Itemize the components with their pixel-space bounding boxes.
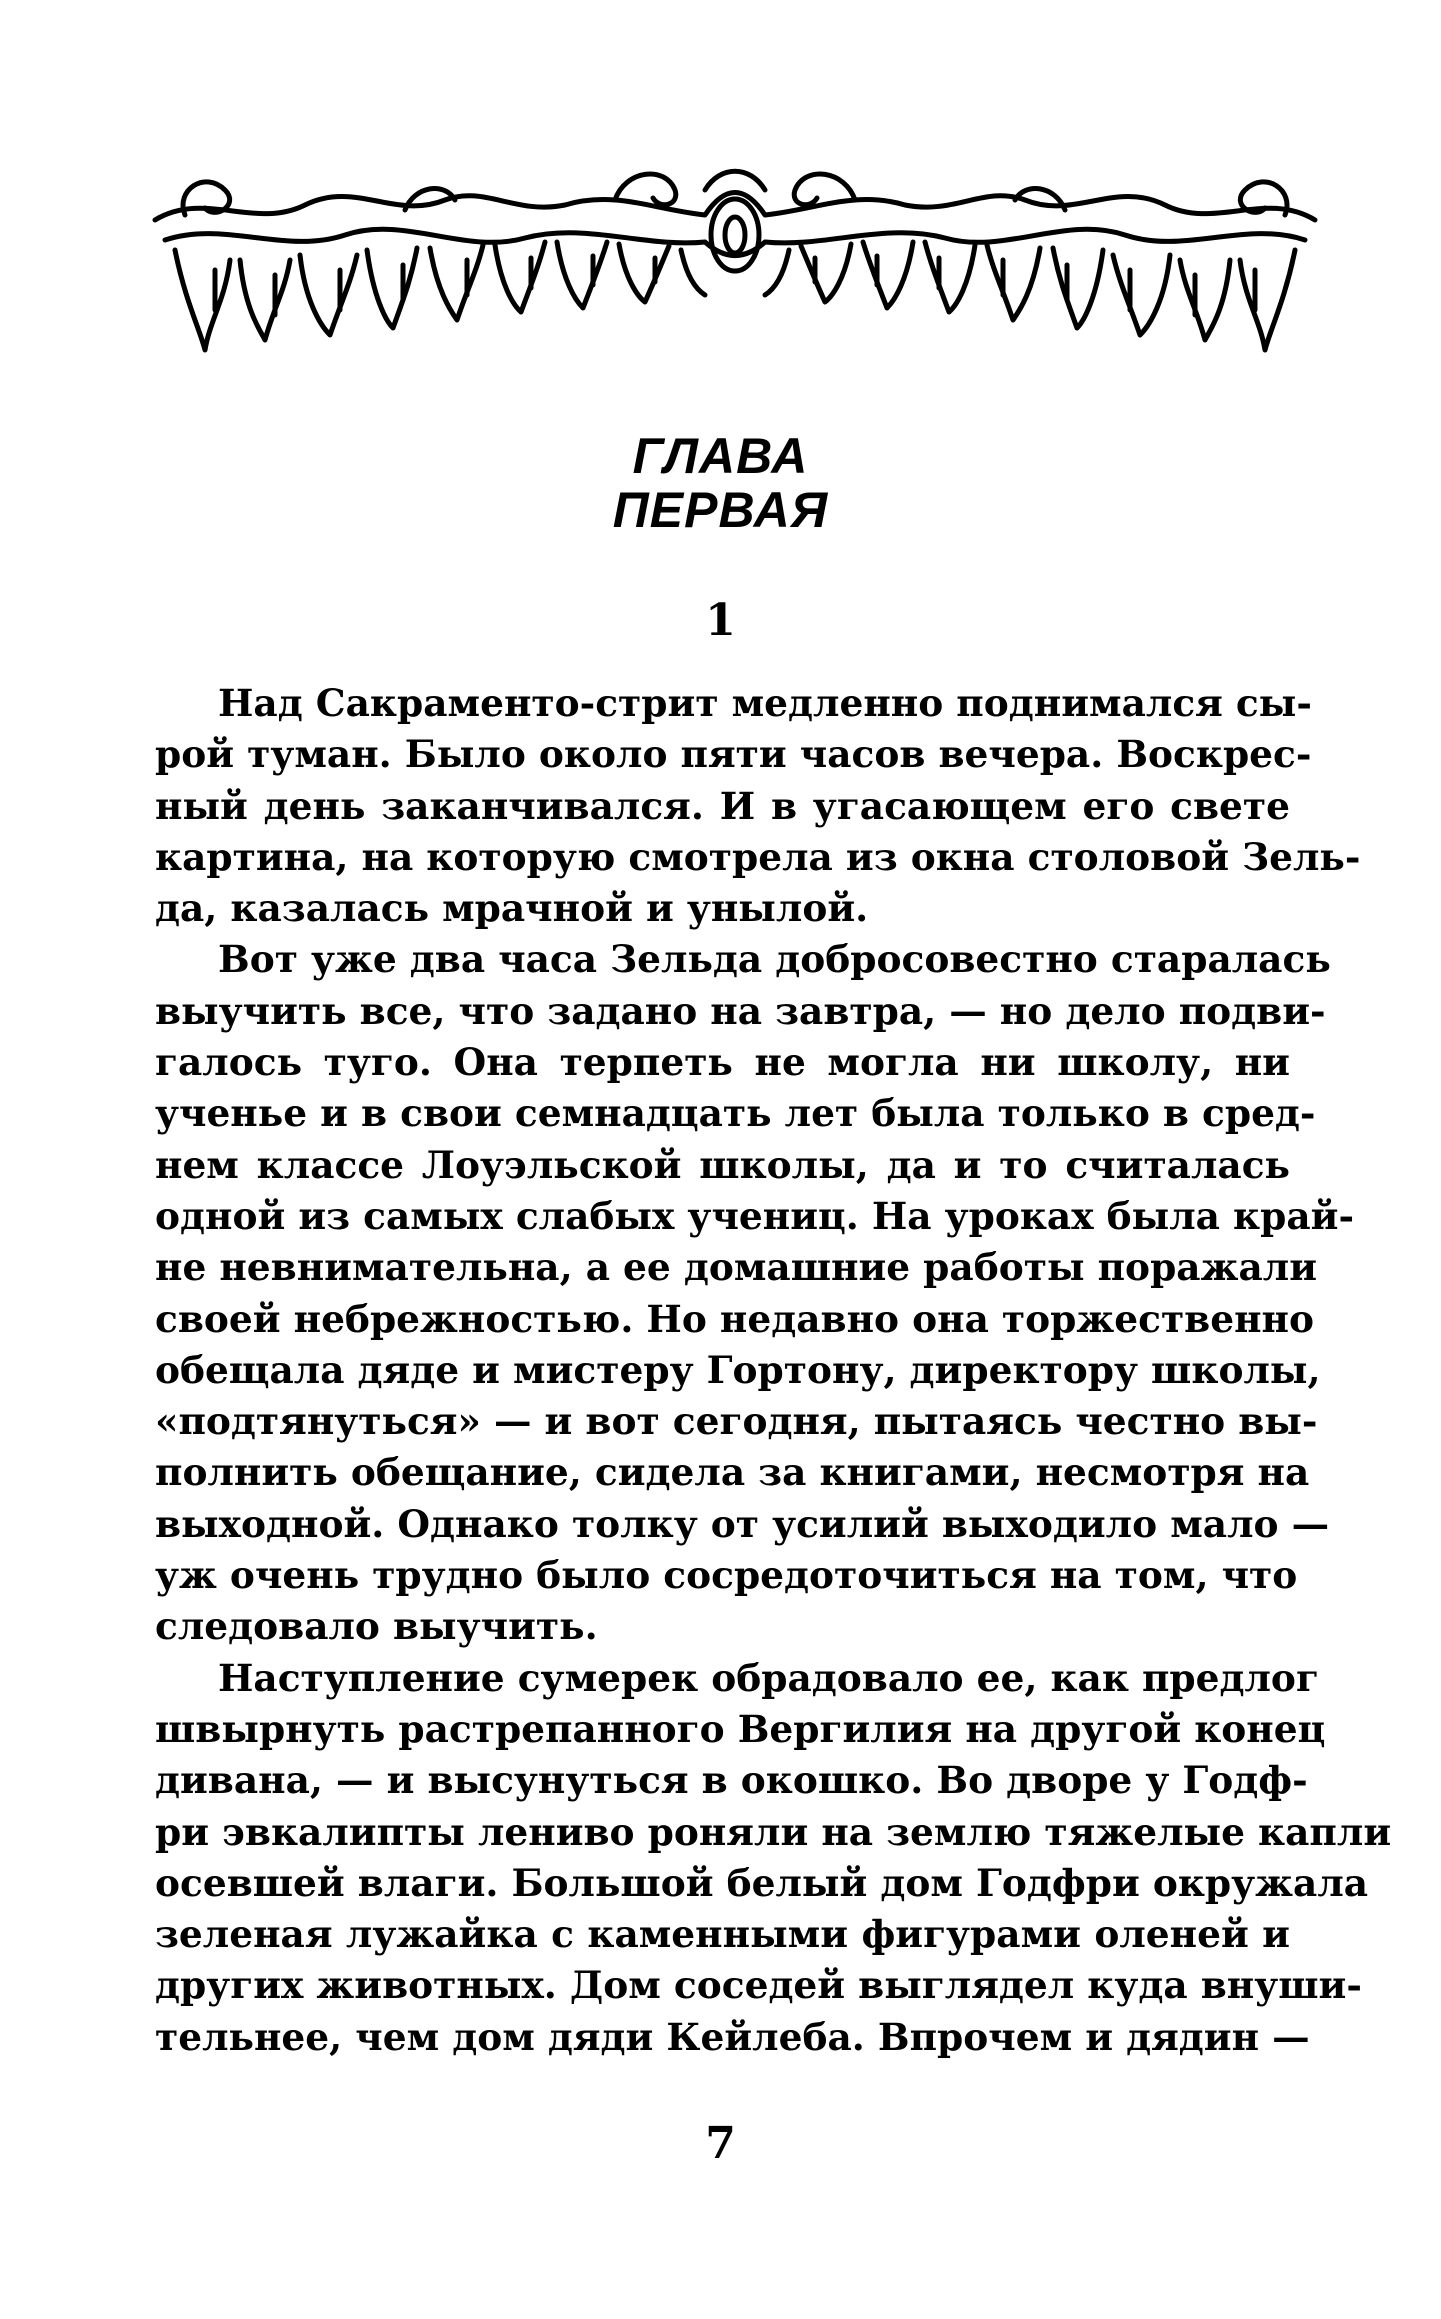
text-line: полнить обещание, сидела за книгами, несмотря на xyxy=(155,1450,1310,1495)
text-line: обещала дяде и мистеру Гортону, директору школы, xyxy=(155,1347,1321,1392)
text-line: Вот уже два часа Зельда добросовестно старалась xyxy=(218,937,1331,982)
paragraph-1 xyxy=(155,678,1361,934)
text-line: одной из самых слабых учениц. На уроках была край- xyxy=(155,1193,1355,1238)
text-line: тельнее, чем дом дяди Кейлеба. Впрочем и дядин — xyxy=(155,2014,1310,2059)
text-line: да, казалась мрачной и унылой. xyxy=(155,886,869,931)
text-line: Над Сакраменто-стрит медленно поднимался сы- xyxy=(218,681,1312,725)
text-line: следовало выучить. xyxy=(155,1604,598,1649)
paragraph-3 xyxy=(155,1653,1392,2063)
text-line: не невнимательна, а ее домашние работы поражали xyxy=(155,1245,1318,1290)
text-line: Наступление сумерек обрадовало ее, как предлог xyxy=(218,1655,1319,1700)
text-line: своей небрежностью. Но недавно она торжественно xyxy=(155,1296,1315,1341)
text-line: рой туман. Было около пяти часов вечера. Воскрес- xyxy=(155,732,1312,777)
text-line: ри эвкалипты лениво роняли на землю тяжелые капли xyxy=(155,1809,1392,1854)
chapter-title-line2: ПЕРВАЯ xyxy=(612,482,829,538)
text-line: «подтянуться» — и вот сегодня, пытаясь честно вы- xyxy=(155,1399,1318,1444)
text-line: уж очень трудно было сосредоточиться на том, что xyxy=(155,1553,1298,1598)
text-line: других животных. Дом соседей выглядел куда внуши- xyxy=(155,1963,1362,2008)
text-line: ученье и в свои семнадцать лет была только в сред- xyxy=(155,1091,1316,1136)
text-line: нем классе Лоуэльской школы, да и то считалась xyxy=(155,1142,1290,1187)
text-line: зеленая лужайка с каменными фигурами оленей и xyxy=(155,1912,1290,1957)
text-line: ный день заканчивался. И в угасающем его свете xyxy=(155,783,1290,828)
text-line: осевшей влаги. Большой белый дом Годфри окружала xyxy=(155,1860,1369,1905)
text-line: выучить все, что задано на завтра, — но дело подви- xyxy=(155,988,1326,1033)
text-line: картина, на которую смотрела из окна столовой Зель- xyxy=(155,834,1361,879)
body-text xyxy=(155,678,1392,2063)
text-line: выходной. Однако толку от усилий выходило мало — xyxy=(155,1501,1330,1546)
header-ornament xyxy=(145,160,1325,360)
text-line: швырнуть растрепанного Вергилия на другой конец xyxy=(155,1706,1326,1751)
paragraph-2 xyxy=(155,934,1355,1652)
chapter-title-line1: ГЛАВА xyxy=(632,428,809,484)
text-line: галось туго. Она терпеть не могла ни школу, ни xyxy=(155,1040,1290,1085)
text-line: дивана, — и высунуться в окошко. Во дворе у Годф- xyxy=(155,1758,1308,1803)
page-number: 7 xyxy=(705,2118,736,2169)
section-number: 1 xyxy=(705,595,736,646)
